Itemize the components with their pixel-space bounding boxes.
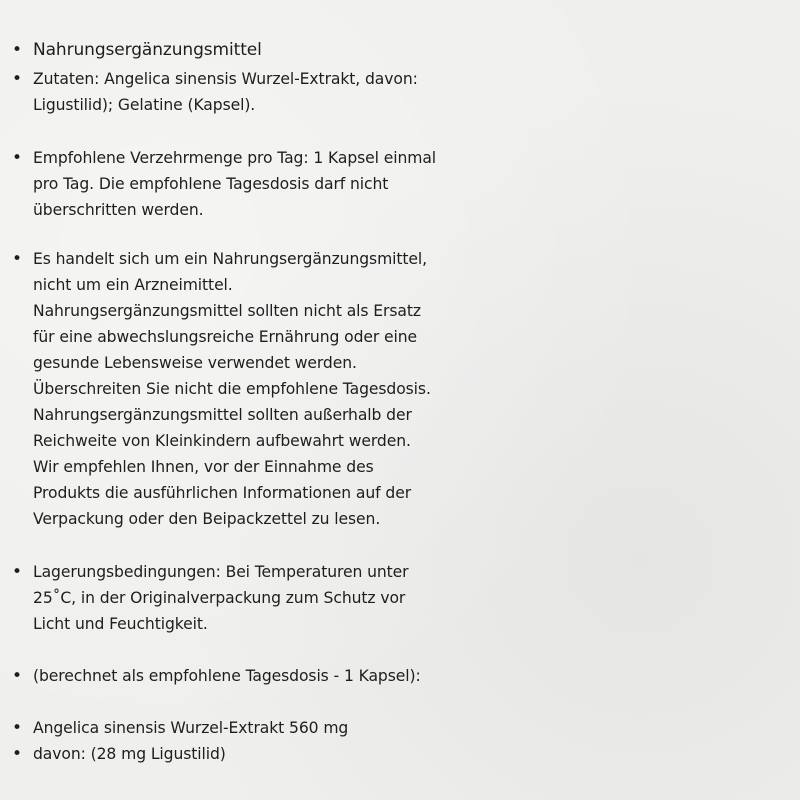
list-item-line: pro Tag. Die empfohlene Tagesdosis darf nicht: [33, 175, 389, 193]
list-item-line: Empfohlene Verzehrmenge pro Tag: 1 Kapsel einmal: [33, 149, 437, 167]
list-item-storage: [12, 559, 572, 637]
list-item-ingredients: [12, 66, 572, 118]
list-item-dosage: [12, 145, 572, 223]
list-item-calculation-note: [12, 663, 572, 689]
list-item-line: davon: (28 mg Ligustilid): [33, 745, 226, 763]
list-item-line: überschritten werden.: [33, 201, 204, 219]
list-item-line: nicht um ein Arzneimittel.: [33, 276, 233, 294]
list-item-product-type: [12, 37, 572, 63]
bullet-icon: •: [12, 562, 23, 582]
list-item-line: Wir empfehlen Ihnen, vor der Einnahme des: [33, 458, 374, 476]
bullet-icon: •: [12, 148, 23, 168]
list-item-line: Nahrungsergänzungsmittel: [33, 40, 262, 60]
bullet-icon: •: [12, 666, 23, 686]
bullet-icon: •: [12, 69, 23, 89]
list-item-line: Licht und Feuchtigkeit.: [33, 615, 208, 633]
list-item-warnings: [12, 246, 572, 532]
list-item-line: Reichweite von Kleinkindern aufbewahrt werden.: [33, 432, 411, 450]
list-item-line: Überschreiten Sie nicht die empfohlene Tagesdosis.: [33, 380, 431, 398]
list-item-ligustilide-amount: [12, 741, 572, 767]
bullet-icon: •: [12, 249, 23, 269]
list-item-line: Zutaten: Angelica sinensis Wurzel-Extrakt, davon:: [33, 70, 418, 88]
list-item-line: Lagerungsbedingungen: Bei Temperaturen unter: [33, 563, 409, 581]
list-item-line: Produkts die ausführlichen Informationen auf der: [33, 484, 412, 502]
list-item-line: Nahrungsergänzungsmittel sollten außerhalb der: [33, 406, 412, 424]
bullet-icon: •: [12, 744, 23, 764]
list-item-line: 25˚C, in der Originalverpackung zum Schutz vor: [33, 589, 406, 607]
list-item-line: für eine abwechslungsreiche Ernährung oder eine: [33, 328, 418, 346]
list-item-extract-amount: [12, 715, 572, 741]
bullet-icon: •: [12, 40, 23, 60]
list-item-line: Ligustilid); Gelatine (Kapsel).: [33, 96, 256, 114]
list-item-line: (berechnet als empfohlene Tagesdosis - 1 Kapsel):: [33, 667, 421, 685]
bullet-icon: •: [12, 718, 23, 738]
list-item-line: Verpackung oder den Beipackzettel zu lesen.: [33, 510, 381, 528]
list-item-line: gesunde Lebensweise verwendet werden.: [33, 354, 357, 372]
list-item-line: Nahrungsergänzungsmittel sollten nicht als Ersatz: [33, 302, 421, 320]
list-item-line: Es handelt sich um ein Nahrungsergänzungsmittel,: [33, 250, 427, 268]
list-item-line: Angelica sinensis Wurzel-Extrakt 560 mg: [33, 719, 349, 737]
